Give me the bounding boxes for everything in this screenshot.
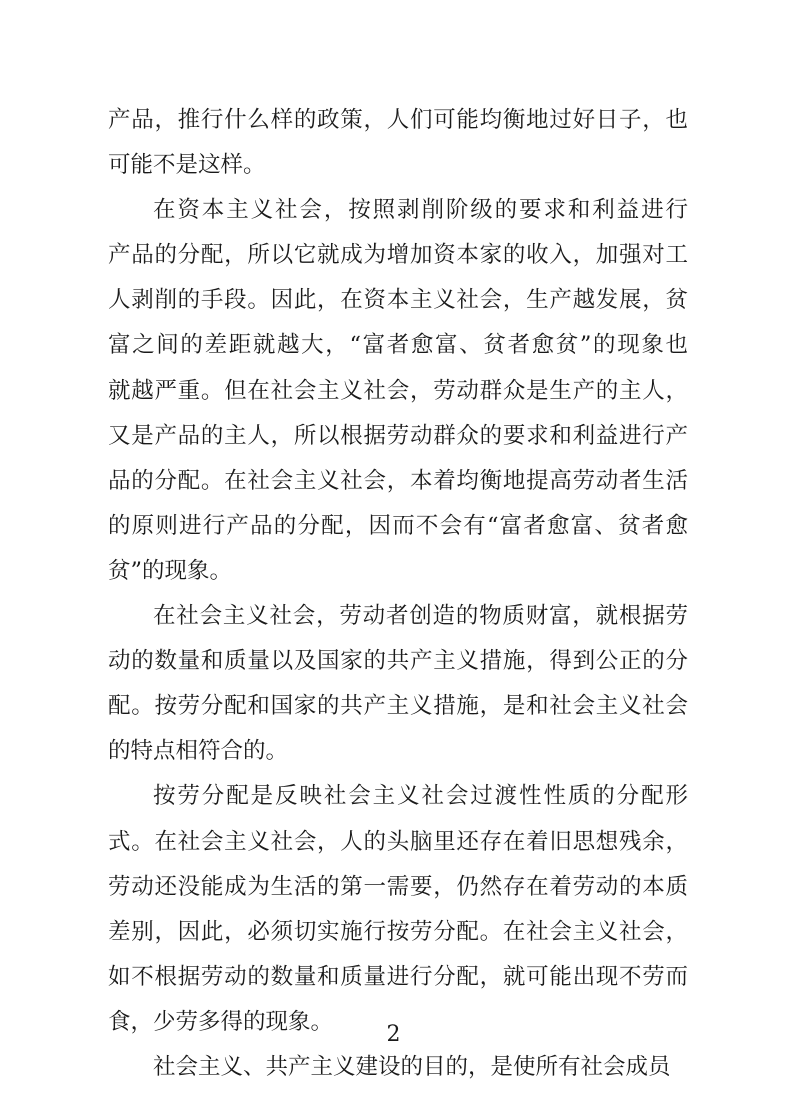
text-line: 贫”的现象。 <box>108 557 233 584</box>
text-line: 按劳分配是反映社会主义社会过渡性性质的分配形 <box>153 783 688 810</box>
text-line: 产品的分配，所以它就成为增加资本家的收入，加强对工 <box>108 242 688 269</box>
text-line: 品的分配。在社会主义社会，本着均衡地提高劳动者生活 <box>108 467 688 494</box>
text-line: 配。按劳分配和国家的共产主义措施，是和社会主义社会 <box>108 693 688 720</box>
paragraph <box>108 774 688 1045</box>
text-line: 在资本主义社会，按照剥削阶级的要求和利益进行 <box>153 197 688 224</box>
text-line: 在社会主义社会，劳动者创造的物质财富，就根据劳 <box>153 603 688 630</box>
text-line: 的原则进行产品的分配，因而不会有“富者愈富、贫者愈 <box>108 512 688 539</box>
page-number: 2 <box>386 1022 401 1047</box>
paragraph <box>108 188 688 594</box>
text-line: 富之间的差距就越大，“富者愈富、贫者愈贫”的现象也 <box>108 332 688 359</box>
text-line: 式。在社会主义社会，人的头脑里还存在着旧思想残余， <box>108 828 688 855</box>
text-line: 又是产品的主人，所以根据劳动群众的要求和利益进行产 <box>108 422 688 449</box>
text-line: 人剥削的手段。因此，在资本主义社会，生产越发展，贫 <box>108 287 688 314</box>
text-line: 差别，因此，必须切实施行按劳分配。在社会主义社会， <box>108 918 688 945</box>
text-line: 社会主义、共产主义建设的目的，是使所有社会成员 <box>153 1053 671 1080</box>
text-line: 就越严重。但在社会主义社会，劳动群众是生产的主人， <box>108 377 688 404</box>
text-line: 的特点相符合的。 <box>108 738 289 765</box>
text-line: 食，少劳多得的现象。 <box>108 1008 334 1035</box>
text-line: 产品，推行什么样的政策，人们可能均衡地过好日子，也 <box>108 107 688 133</box>
paragraph <box>108 594 688 774</box>
body-text <box>108 98 688 1090</box>
text-line: 动的数量和质量以及国家的共产主义措施，得到公正的分 <box>108 648 688 675</box>
text-line: 劳动还没能成为生活的第一需要，仍然存在着劳动的本质 <box>108 873 688 900</box>
paragraph <box>108 1045 688 1090</box>
paragraph <box>108 98 688 188</box>
text-line: 可能不是这样。 <box>108 152 266 179</box>
text-line: 如不根据劳动的数量和质量进行分配，就可能出现不劳而 <box>108 963 688 990</box>
